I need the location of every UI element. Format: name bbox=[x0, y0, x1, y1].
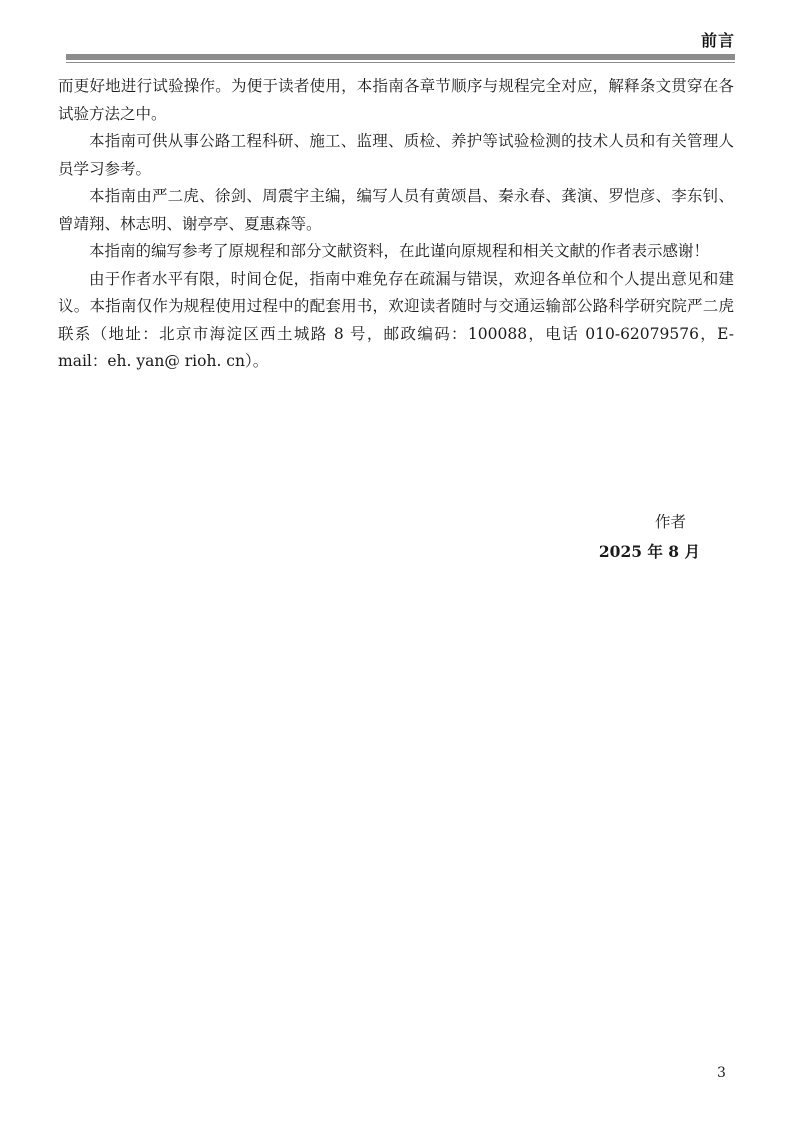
paragraph-authors: 本指南由严二虎、徐剑、周震宇主编，编写人员有黄颂昌、秦永春、龚演、罗恺彦、李东钊、曾靖翔、林志明、谢亭亭、夏惠森等。 bbox=[58, 187, 734, 233]
signature-block bbox=[560, 507, 700, 567]
signature-author: 作者 bbox=[654, 513, 686, 531]
paragraph-audience: 本指南可供从事公路工程科研、施工、监理、质检、养护等试验检测的技术人员和有关管理人员学习参考。 bbox=[58, 132, 734, 178]
section-title: 前言 bbox=[700, 31, 735, 50]
paragraph-contact: 由于作者水平有限，时间仓促，指南中难免存在疏漏与错误，欢迎各单位和个人提出意见和建议。本指南仅作为规程使用过程中的配套用书，欢迎读者随时与交通运输部公路科学研究院严二虎联系（地址：北京市海淀区西土城路 8 号，邮政编码：100088，电话 010-62079576，E-mail：eh. yan@ rioh. cn）。 bbox=[58, 269, 734, 370]
running-header bbox=[66, 26, 735, 56]
header-rule-thin bbox=[66, 62, 735, 63]
page-number: 3 bbox=[717, 1065, 726, 1081]
body-text bbox=[58, 73, 734, 376]
signature-date: 2025 年 8 月 bbox=[598, 542, 700, 561]
paragraph-continuation: 而更好地进行试验操作。为便于读者使用，本指南各章节顺序与规程完全对应，解释条文贯穿在各试验方法之中。 bbox=[58, 77, 734, 123]
header-rule-thick bbox=[66, 54, 735, 60]
paragraph-acknowledgement: 本指南的编写参考了原规程和部分文献资料，在此谨向原规程和相关文献的作者表示感谢！ bbox=[89, 242, 710, 260]
